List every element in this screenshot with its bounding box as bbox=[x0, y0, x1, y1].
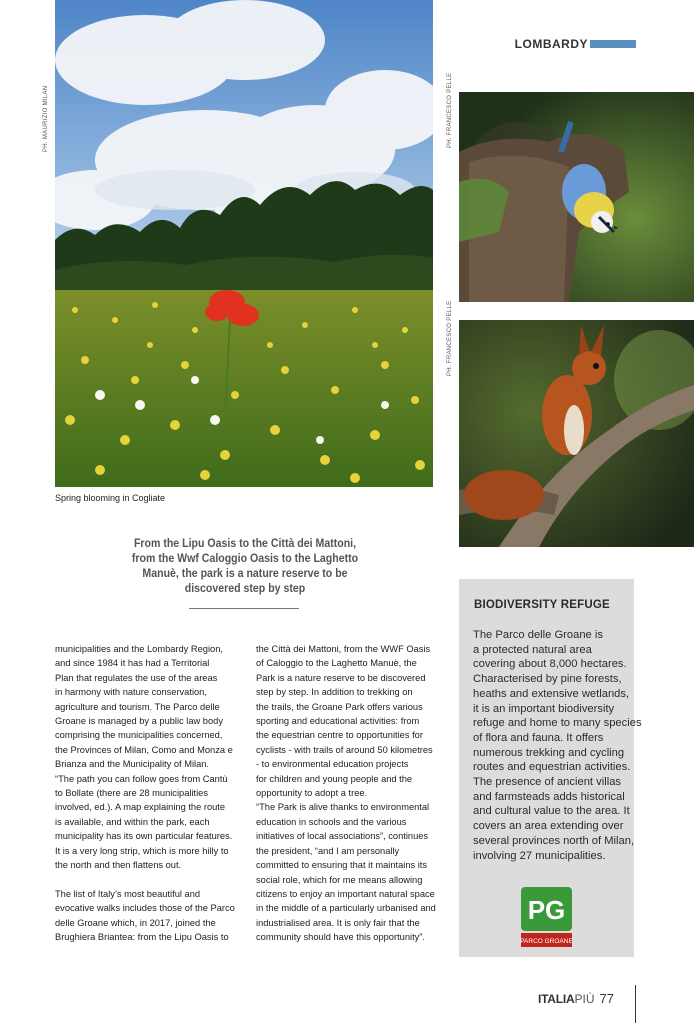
body-line: committed to ensuring that it maintains its bbox=[256, 860, 428, 871]
body-line: the north and then flattens out. bbox=[55, 860, 182, 871]
body-line: to Bollate (there are 28 municipalities bbox=[55, 788, 208, 799]
body-line: social role, which for me means allowing bbox=[256, 874, 423, 885]
body-line: Park is a nature reserve to be discovered bbox=[256, 672, 426, 683]
sidebar-line: covering about 8,000 hectares. bbox=[473, 658, 627, 671]
sidebar-line: of flora and fauna. It offers bbox=[473, 731, 604, 744]
body-line: of Caloggio to the Laghetto Manuè, the bbox=[256, 658, 417, 669]
page-number: 77 bbox=[599, 991, 614, 1006]
body-line: and since 1984 it has had a Territorial bbox=[55, 658, 210, 669]
body-line: “The path you can follow goes from Cantù bbox=[55, 773, 228, 784]
body-line: initiatives of local associations”, continues bbox=[256, 831, 429, 842]
magazine-brand: ITALIA bbox=[537, 992, 575, 1006]
body-line: “The Park is alive thanks to environmental bbox=[256, 802, 430, 813]
sidebar-line: routes and equestrian activities. bbox=[473, 761, 631, 774]
sidebar-line: and cultural value to the area. It bbox=[473, 805, 630, 818]
body-line: the Provinces of Milan, Como and Monza e bbox=[55, 744, 233, 755]
body-line: citizens to enjoy an important natural space bbox=[256, 888, 435, 899]
body-line: Plan that regulates the use of the areas bbox=[55, 672, 218, 683]
section-label: LOMBARDY bbox=[514, 37, 588, 51]
body-line: the trails, the Groane Park offers various bbox=[256, 701, 423, 712]
body-column-2 bbox=[256, 642, 456, 945]
sidebar-line: a protected natural area bbox=[473, 643, 592, 656]
body-line: is available, and within the park, each bbox=[55, 816, 210, 827]
sidebar-line: it is an important biodiversity bbox=[473, 702, 615, 715]
main-photo bbox=[55, 0, 433, 487]
body-line: evocative walks includes those of the Parco bbox=[55, 903, 235, 914]
footer-rule bbox=[635, 985, 636, 1023]
sidebar-line: involving 27 municipalities. bbox=[473, 849, 606, 862]
body-line: industrialised area. It is only fair that the bbox=[256, 917, 420, 928]
squirrel-photo bbox=[459, 320, 694, 547]
main-photo-credit: PH. MAURIZIO MILAN bbox=[43, 85, 49, 152]
sidebar-text bbox=[473, 628, 642, 863]
section-accent-bar bbox=[590, 40, 636, 48]
sidebar-line: and farmsteads adds historical bbox=[473, 790, 625, 803]
bird-photo-credit: PH. FRANCESCO PELLE bbox=[447, 72, 453, 148]
sidebar-line: refuge and home to many species bbox=[473, 717, 642, 730]
blue-tit-illustration bbox=[459, 92, 694, 302]
body-line: Brughiera Briantea: from the Lipu Oasis to bbox=[55, 932, 229, 943]
sidebar-box bbox=[459, 579, 642, 957]
body-line: sporting and educational activities: from bbox=[256, 716, 420, 727]
body-line: - to environmental education projects bbox=[256, 759, 409, 770]
parco-groane-logo bbox=[519, 885, 574, 949]
body-line: The list of Italy’s most beautiful and bbox=[55, 888, 201, 899]
body-line: education in schools and the various bbox=[256, 816, 407, 827]
logo-name: PARCO GROANE bbox=[520, 938, 573, 945]
body-line: step by step. In addition to trekking on bbox=[256, 687, 413, 698]
body-line: It is a very long strip, which is more hilly to bbox=[55, 845, 229, 856]
body-line: the equestrian centre to opportunities for bbox=[256, 730, 423, 741]
pull-quote: From the Lipu Oasis to the Città dei Mattoni, from the Wwf Caloggio Oasis to the Laghetto Manuè, the park is a nature reserve to be discovered step by step bbox=[131, 536, 359, 595]
body-line: opportunity to adopt a tree. bbox=[256, 788, 368, 799]
sidebar-title: BIODIVERSITY REFUGE bbox=[474, 599, 610, 611]
body-line: in the middle of a particularly urbanised and bbox=[256, 903, 436, 914]
body-line: the Città dei Mattoni, from the WWF Oasis bbox=[256, 644, 431, 654]
squirrel-photo-credit: PH. FRANCESCO PELLE bbox=[447, 300, 453, 376]
sidebar-line: heaths and extensive wetlands, bbox=[473, 687, 630, 700]
sidebar-line: Characterised by pine forests, bbox=[473, 673, 622, 686]
sidebar-line: The presence of ancient villas bbox=[473, 776, 622, 789]
body-line: involved, ed.). A map explaining the route bbox=[55, 802, 226, 813]
body-line: agriculture and tourism. The Parco delle bbox=[55, 701, 220, 712]
body-line: municipality has its own particular features. bbox=[55, 831, 233, 842]
sidebar-line: several provinces north of Milan, bbox=[473, 834, 635, 847]
page-footer bbox=[538, 991, 614, 1006]
body-column-1 bbox=[55, 642, 255, 945]
logo-initials: PG bbox=[527, 895, 566, 925]
body-line: municipalities and the Lombardy Region, bbox=[55, 644, 223, 654]
body-line: in harmony with nature conservation, bbox=[55, 687, 207, 698]
photo-caption: Spring blooming in Cogliate bbox=[55, 493, 166, 503]
body-line: Groane is managed by a public law body bbox=[55, 716, 223, 727]
body-line: the president, “and I am personally bbox=[256, 845, 400, 856]
magazine-brand-suffix: PIÙ bbox=[574, 992, 595, 1006]
red-squirrel-illustration bbox=[459, 320, 694, 547]
body-line: delle Groane which, in 2017, joined the bbox=[55, 917, 216, 928]
pull-quote-rule bbox=[189, 608, 299, 609]
sidebar-line: covers an area extending over bbox=[473, 820, 624, 833]
sidebar-line: numerous trekking and cycling bbox=[473, 746, 625, 759]
body-line: community should have this opportunity”. bbox=[256, 932, 425, 943]
section-tag bbox=[515, 37, 636, 51]
body-line: for children and young people and the bbox=[256, 773, 413, 784]
body-line bbox=[55, 873, 255, 887]
body-line: comprising the municipalities concerned, bbox=[55, 730, 223, 741]
sidebar-line: The Parco delle Groane is bbox=[473, 629, 603, 641]
bird-photo bbox=[459, 92, 694, 302]
body-line: Brianza and the Municipality of Milan. bbox=[55, 759, 209, 770]
poppy-meadow-illustration bbox=[55, 0, 433, 487]
body-line: cyclists - with trails of around 50 kilometres bbox=[256, 744, 433, 755]
